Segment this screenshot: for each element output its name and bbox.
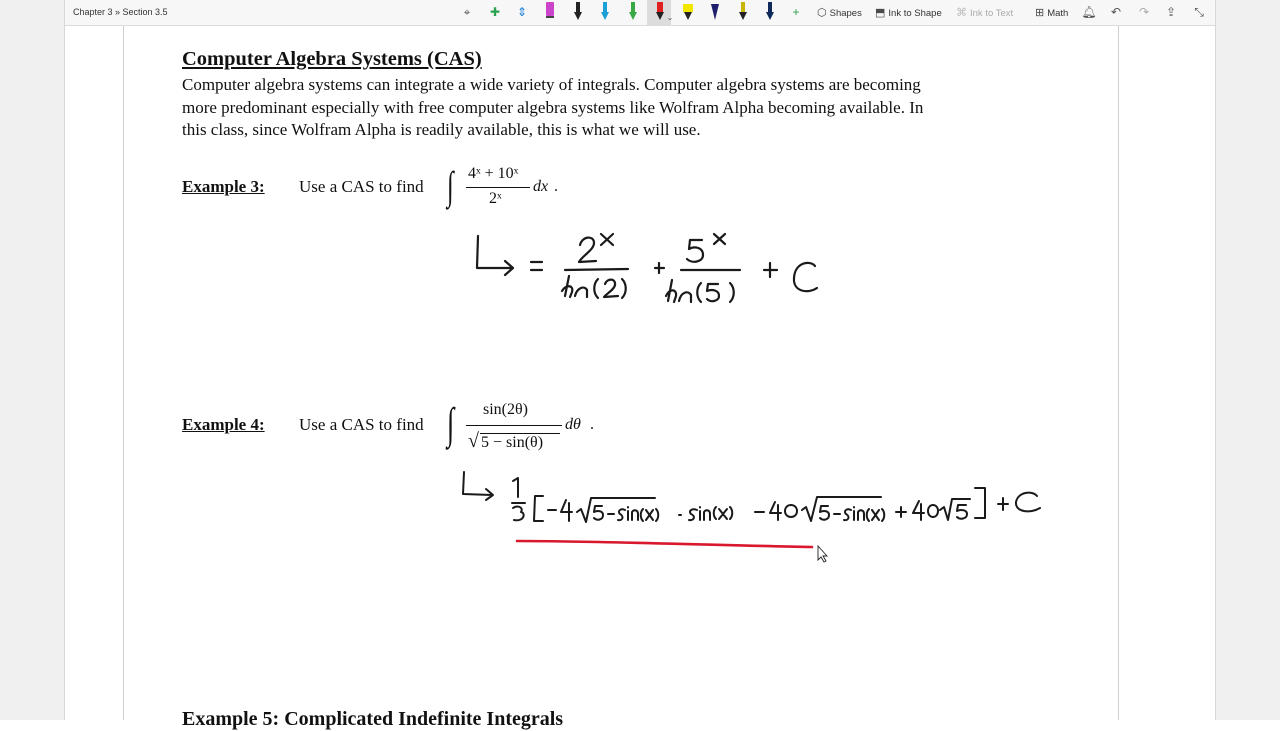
example-3-label: Example 3:	[182, 177, 265, 196]
ex4-period: .	[590, 416, 594, 433]
paragraph-line: more predominant especially with free computer algebra systems like Wolfram Alpha becoming available. In	[182, 97, 924, 117]
radical-sign: √	[468, 430, 479, 452]
chevron-down-icon[interactable]: ⌄	[666, 13, 674, 22]
ex4-numerator: sin(2θ)	[483, 401, 528, 418]
ex4-differential: dθ	[565, 416, 581, 433]
ex3-numerator: 4ˣ + 10ˣ	[468, 165, 519, 182]
add-pen-icon[interactable]: +	[792, 5, 800, 19]
math-icon: ⊞	[1035, 7, 1045, 19]
bell-icon[interactable]: 🔔︎	[1081, 5, 1097, 19]
ink-to-shape-button[interactable]: ⬒ Ink to Shape	[875, 7, 942, 19]
red-ink-underline	[517, 541, 812, 547]
ex3-handwritten-answer	[477, 234, 817, 302]
breadcrumb[interactable]: Chapter 3 » Section 3.5	[73, 7, 168, 17]
add-space-icon-2[interactable]: ⇕	[516, 5, 528, 19]
undo-icon[interactable]: ↶	[1110, 5, 1122, 19]
ex3-denominator: 2ˣ	[489, 190, 502, 207]
paragraph-line: this class, since Wolfram Alpha is readily available, this is what we will use.	[182, 120, 701, 139]
share-icon[interactable]: ⇪	[1165, 5, 1177, 19]
paragraph-line: Computer algebra systems can integrate a wide variety of integrals. Computer algebra systems are becoming	[182, 75, 921, 94]
integral-sign: ∫	[447, 399, 455, 448]
integral-sign: ∫	[447, 163, 454, 208]
lasso-select-icon[interactable]: ⌖	[463, 5, 471, 19]
redo-icon[interactable]: ↷	[1138, 5, 1150, 19]
example-4-label: Example 4:	[182, 415, 265, 434]
ex3-differential: dx	[533, 178, 549, 195]
shapes-icon: ⬡	[817, 7, 827, 19]
mouse-cursor-icon	[818, 546, 827, 562]
ink-to-text-icon: ⌘	[956, 7, 967, 19]
math-button[interactable]: ⊞ Math	[1035, 7, 1069, 19]
ex4-handwritten-answer	[463, 472, 1040, 522]
shapes-button[interactable]: ⬡ Shapes	[817, 7, 862, 19]
example-4-prompt: Use a CAS to find	[299, 415, 424, 434]
ink-to-shape-icon: ⬒	[875, 7, 886, 19]
ex4-denominator: 5 − sin(θ)	[481, 434, 544, 451]
ex3-period: .	[554, 178, 558, 195]
example-3-prompt: Use a CAS to find	[299, 177, 424, 196]
section-title: Computer Algebra Systems (CAS)	[182, 48, 482, 70]
fullscreen-icon[interactable]: ⤡	[1194, 5, 1204, 19]
add-space-icon[interactable]: ✚	[489, 5, 501, 19]
next-section-heading: Example 5: Complicated Indefinite Integrals	[182, 708, 564, 730]
ink-to-text-button[interactable]: ⌘ Ink to Text	[956, 7, 1014, 19]
